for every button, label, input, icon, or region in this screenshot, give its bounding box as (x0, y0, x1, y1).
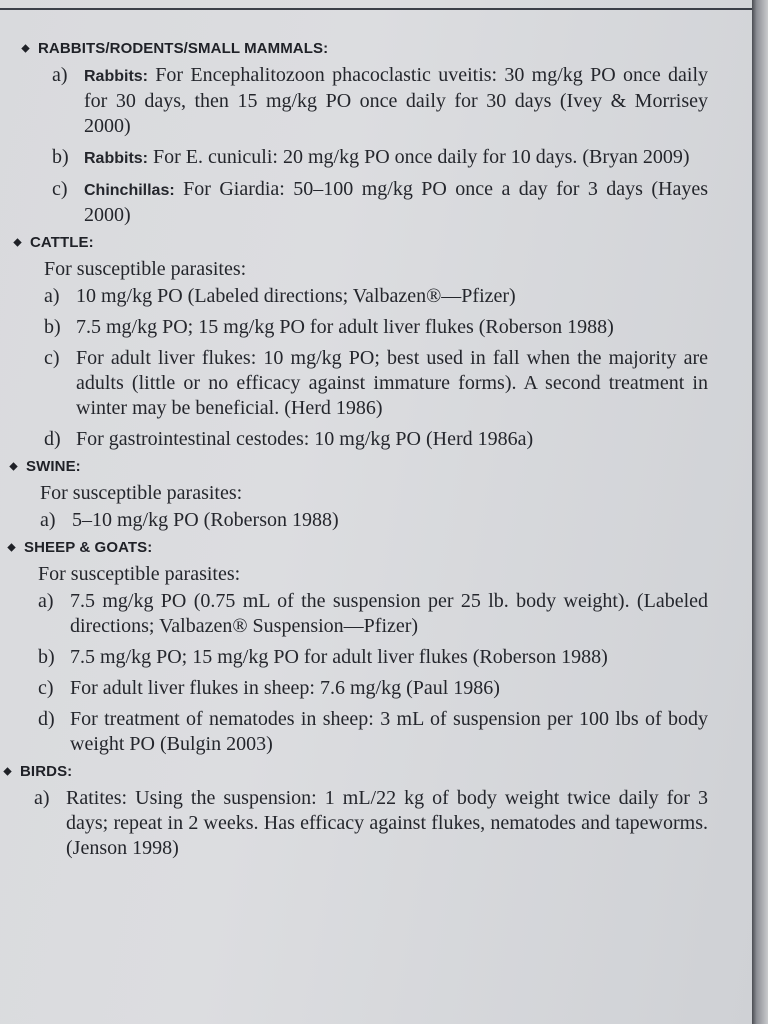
item-text: For adult liver flukes in sheep: 7.6 mg/kg (Paul 1986) (70, 677, 500, 699)
list-item (14, 427, 708, 452)
heading-text: SWINE: (26, 458, 81, 475)
square-bullet-icon (13, 238, 21, 246)
list-item (10, 508, 708, 533)
item-text (84, 145, 708, 171)
item-letter: b) (44, 316, 61, 338)
item-text: 10 mg/kg PO (Labeled directions; Valbazen®—Pfizer) (76, 285, 516, 307)
item-text: Ratites: Using the suspension: 1 mL/22 kg of body weight twice daily for 3 days; repeat in 2 weeks. Has efficacy against flukes, nematodes and tapeworms. (Jenson 1998) (66, 787, 708, 859)
list-item (4, 786, 708, 861)
heading-text: RABBITS/RODENTS/SMALL MAMMALS: (38, 40, 329, 57)
heading-text: SHEEP & GOATS: (24, 539, 153, 556)
list-item (8, 645, 708, 670)
list-item (14, 284, 708, 309)
top-rule (0, 8, 752, 10)
page-edge (752, 0, 768, 1024)
list-item (22, 145, 708, 171)
section-heading (14, 234, 708, 251)
item-lead: Rabbits: (84, 150, 148, 167)
list-item (22, 63, 708, 139)
item-letter: a) (40, 509, 56, 531)
item-letter: a) (38, 590, 54, 612)
item-letter: d) (44, 428, 61, 450)
section-sheep-goats (8, 539, 708, 757)
item-text: For adult liver flukes: 10 mg/kg PO; best used in fall when the majority are adults (little or no efficacy against immature forms). A second treatment in winter may be beneficial. (Herd 1986) (76, 347, 708, 419)
list-item (8, 676, 708, 701)
square-bullet-icon (9, 462, 17, 470)
section-cattle (14, 234, 708, 452)
item-text: For treatment of nematodes in sheep: 3 mL of suspension per 100 lbs of body weight PO (Bulgin 2003) (70, 708, 708, 755)
heading-text: CATTLE: (30, 234, 94, 251)
square-bullet-icon (7, 543, 15, 551)
item-letter: a) (52, 64, 68, 86)
item-text: For gastrointestinal cestodes: 10 mg/kg PO (Herd 1986a) (76, 428, 534, 450)
item-text: 7.5 mg/kg PO (0.75 mL of the suspension per 25 lb. body weight). (Labeled directions; Valbazen® Suspension—Pfizer) (70, 590, 708, 637)
item-body: For E. cuniculi: 20 mg/kg PO once daily for 10 days. (Bryan 2009) (148, 146, 690, 168)
section-intro: For susceptible parasites: (40, 482, 243, 504)
item-text: 7.5 mg/kg PO; 15 mg/kg PO for adult liver flukes (Roberson 1988) (76, 316, 614, 338)
list-item (22, 177, 708, 228)
section-heading (10, 458, 708, 475)
list-item (8, 707, 708, 757)
square-bullet-icon (3, 767, 11, 775)
item-letter: a) (44, 285, 60, 307)
section-intro: For susceptible parasites: (44, 258, 247, 280)
section-swine (10, 458, 708, 533)
item-text: 7.5 mg/kg PO; 15 mg/kg PO for adult liver flukes (Roberson 1988) (70, 646, 608, 668)
item-body: For Encephalitozoon phacoclastic uveitis: 30 mg/kg PO once daily for 30 days, then 15 mg/kg PO once daily for 30 days (Ivey & Morrisey 2000) (84, 64, 708, 137)
item-text: 5–10 mg/kg PO (Roberson 1988) (72, 509, 339, 531)
list-item (8, 589, 708, 639)
item-letter: d) (38, 708, 55, 730)
list-item (14, 315, 708, 340)
section-heading (4, 763, 708, 780)
item-text (84, 63, 708, 139)
section-heading (8, 539, 708, 556)
item-letter: b) (52, 146, 69, 168)
dosage-content (8, 36, 708, 867)
item-letter: c) (52, 178, 68, 200)
item-letter: c) (44, 347, 60, 369)
item-lead: Rabbits: (84, 68, 148, 85)
item-letter: c) (38, 677, 54, 699)
heading-text: BIRDS: (20, 763, 73, 780)
section-birds (4, 763, 708, 861)
item-letter: b) (38, 646, 55, 668)
item-lead: Chinchillas: (84, 182, 175, 199)
list-item (14, 346, 708, 421)
section-rabbits-rodents (22, 40, 708, 228)
section-intro: For susceptible parasites: (38, 563, 241, 585)
item-body: For Giardia: 50–100 mg/kg PO once a day for 3 days (Hayes 2000) (84, 178, 708, 226)
item-letter: a) (34, 787, 50, 809)
section-heading (22, 40, 708, 57)
square-bullet-icon (21, 44, 29, 52)
item-text (84, 177, 708, 228)
